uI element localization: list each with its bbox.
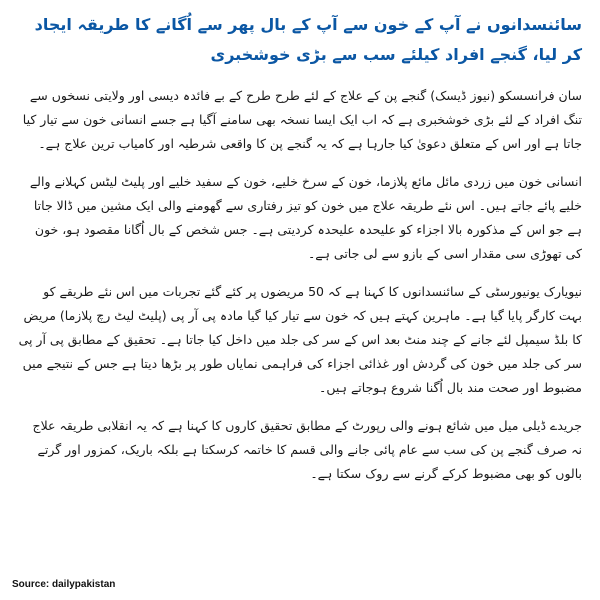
article-paragraph-3: نیویارک یونیورسٹی کے سائنسدانوں کا کہنا ہے کہ 50 مریضوں پر کئے گئے تجربات میں اس نئے طریقے کو بہت کارگر پایا گیا ہے۔ ماہرین کہتے ہیں کہ خون سے تیار کیا گیا مادہ پی آر پی (پلیٹ لیٹ رچ پلازما) مریض کا بلڈ سیمپل لئے جانے کے چند منٹ بعد اس کے سر کی جلد میں داخل کیا جاتا ہے۔ تحقیق کے مطابق پی آر پی سر کی جلد میں خون کی گردش اور غذائی اجزاء کی فراہمی نمایاں طور پر بڑھا دیتا ہے جس کے نتیجے میں مضبوط اور صحت مند بال اُگنا شروع ہوجاتے ہیں۔	[18, 284, 582, 395]
article-paragraph-4: جریدے ڈیلی میل میں شائع ہونے والی رپورٹ کے مطابق تحقیق کاروں کا کہنا ہے کہ یہ انقلابی طریقہ علاج نہ صرف گنجے پن کی سب سے عام پائی جانے والی قسم کا خاتمہ کرسکتا ہے بلکہ باریک، کمزور اور گرتے بالوں کو بھی مضبوط کرکے گرنے سے روک سکتا ہے۔	[32, 418, 582, 481]
article-paragraph-1: سان فرانسسکو (نیوز ڈیسک) گنجے پن کے علاج کے لئے طرح طرح کے بے فائدہ دیسی اور ولایتی نسخوں سے تنگ افراد کے لئے بڑی خوشخبری ہے کہ اب ایک ایسا نسخہ بھی سامنے آگیا ہے جسے انسانی خون سے تیار کیا جاتا ہے اور اس کے متعلق دعویٰ کیا جارہا ہے کہ یہ گنجے پن کا واقعی شرطیہ اور کامیاب ترین علاج ہے۔	[22, 88, 582, 151]
article-headline: سائنسدانوں نے آپ کے خون سے آپ کے بال پھر سے اُگانے کا طریقہ ایجاد کر لیا، گنجے افراد کیلئے سب سے بڑی خوشخبری	[34, 15, 582, 64]
source-credit: Source: dailypakistan	[12, 579, 116, 590]
article-paragraph-2: انسانی خون میں زردی مائل مائع پلازما، خون کے سرخ خلیے، خون کے سفید خلیے اور پلیٹ لیٹس کہلانے والے خلیے پائے جاتے ہیں۔ اس نئے طریقہ علاج میں خون کو تیز رفتاری سے گھومنے والی ایک مشین میں ڈالا جاتا ہے جو اس کے مذکورہ بالا اجزاء کو علیحدہ علیحدہ کردیتی ہے۔ جس شخص کے بال اُگانا مقصود ہو، خون کی تھوڑی سی مقدار اسی کے بازو سے لی جاتی ہے۔	[29, 174, 582, 261]
